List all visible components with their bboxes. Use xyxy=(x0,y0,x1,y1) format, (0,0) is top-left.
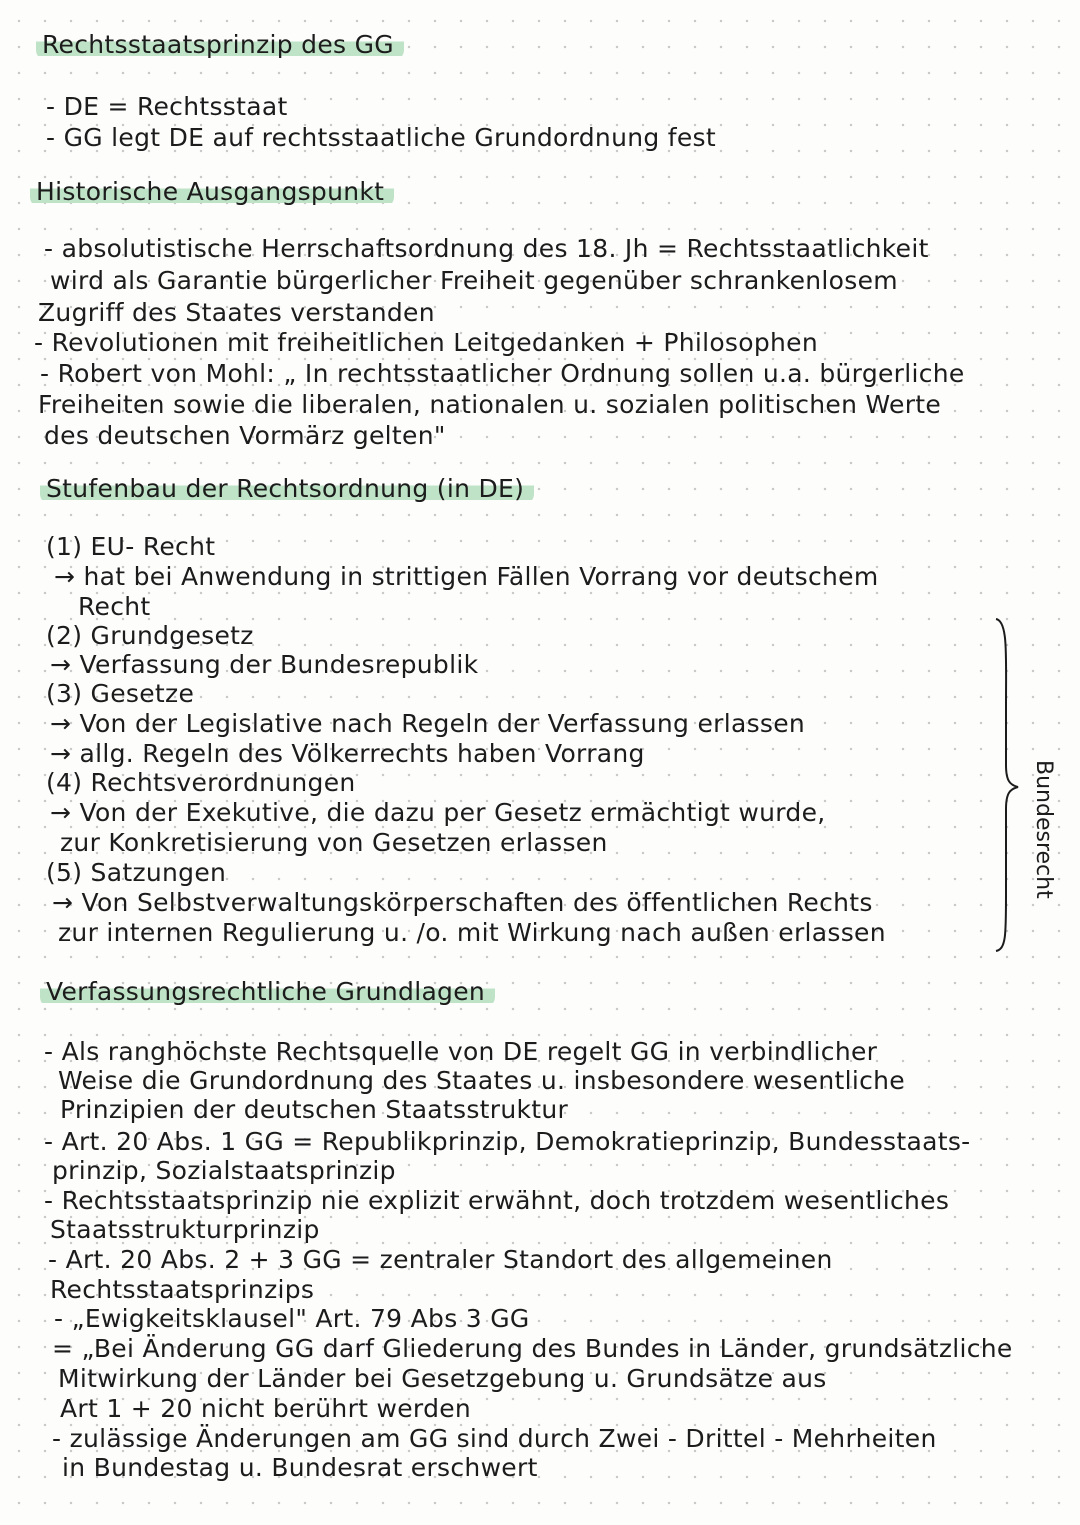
bundesrecht-label: Bundesrecht xyxy=(1031,760,1056,899)
note-line: zur internen Regulierung u. /o. mit Wirkung nach außen erlassen xyxy=(58,918,886,947)
list-item: (2) Grundgesetz xyxy=(46,621,254,650)
note-line: zur Konkretisierung von Gesetzen erlassen xyxy=(60,828,608,857)
note-line: Mitwirkung der Länder bei Gesetzgebung u. Grundsätze aus xyxy=(58,1364,827,1393)
note-line: → Von Selbstverwaltungskörperschaften des öffentlichen Rechts xyxy=(52,888,873,917)
note-line: - Als ranghöchste Rechtsquelle von DE regelt GG in verbindlicher xyxy=(44,1037,878,1066)
note-line: - GG legt DE auf rechtsstaatliche Grundordnung fest xyxy=(46,123,716,152)
note-line: Art 1 + 20 nicht berührt werden xyxy=(60,1394,472,1423)
heading-historische-ausgangspunkt: Historische Ausgangspunkt xyxy=(30,177,394,207)
note-line: in Bundestag u. Bundesrat erschwert xyxy=(62,1453,538,1482)
note-line: → allg. Regeln des Völkerrechts haben Vorrang xyxy=(50,739,645,768)
list-item: (1) EU- Recht xyxy=(46,532,216,561)
list-item: (5) Satzungen xyxy=(46,858,227,887)
note-line: → Verfassung der Bundesrepublik xyxy=(50,650,479,679)
note-line: - Rechtsstaatsprinzip nie explizit erwähnt, doch trotzdem wesentliches xyxy=(44,1186,950,1215)
note-line: - zulässige Änderungen am GG sind durch Zwei - Drittel - Mehrheiten xyxy=(52,1424,937,1453)
note-line: - „Ewigkeitsklausel" Art. 79 Abs 3 GG xyxy=(54,1304,530,1333)
note-line: → hat bei Anwendung in strittigen Fällen Vorrang vor deutschem xyxy=(54,562,879,591)
note-line: prinzip, Sozialstaatsprinzip xyxy=(52,1156,396,1185)
list-item: (4) Rechtsverordnungen xyxy=(46,768,356,797)
note-line: - Revolutionen mit freiheitlichen Leitgedanken + Philosophen xyxy=(34,328,818,357)
note-line: = „Bei Änderung GG darf Gliederung des Bundes in Länder, grundsätzliche xyxy=(52,1334,1013,1363)
heading-verfassungsrechtliche-grundlagen: Verfassungsrechtliche Grundlagen xyxy=(40,977,495,1007)
heading-stufenbau: Stufenbau der Rechtsordnung (in DE) xyxy=(40,474,534,504)
note-line: wird als Garantie bürgerlicher Freiheit gegenüber schrankenlosem xyxy=(50,266,898,295)
note-line: Weise die Grundordnung des Staates u. insbesondere wesentliche xyxy=(58,1066,905,1095)
note-line: - DE = Rechtsstaat xyxy=(46,92,288,121)
note-line: Recht xyxy=(78,592,151,621)
note-line: Staatsstrukturprinzip xyxy=(50,1215,320,1244)
note-line: Prinzipien der deutschen Staatsstruktur xyxy=(60,1095,569,1124)
note-line: Rechtsstaatsprinzips xyxy=(50,1275,315,1304)
heading-rechtsstaatsprinzip: Rechtsstaatsprinzip des GG xyxy=(36,30,404,60)
note-line: - Art. 20 Abs. 1 GG = Republikprinzip, Demokratieprinzip, Bundesstaats- xyxy=(44,1127,971,1156)
note-line: → Von der Legislative nach Regeln der Verfassung erlassen xyxy=(50,709,806,738)
note-line: - Robert von Mohl: „ In rechtsstaatlicher Ordnung sollen u.a. bürgerliche xyxy=(40,359,965,388)
note-line: Freiheiten sowie die liberalen, nationalen u. sozialen politischen Werte xyxy=(38,390,942,419)
note-line: - Art. 20 Abs. 2 + 3 GG = zentraler Standort des allgemeinen xyxy=(48,1245,833,1274)
note-line: → Von der Exekutive, die dazu per Gesetz ermächtigt wurde, xyxy=(50,798,826,827)
note-line: des deutschen Vormärz gelten" xyxy=(44,421,446,450)
list-item: (3) Gesetze xyxy=(46,679,195,708)
note-line: Zugriff des Staates verstanden xyxy=(38,298,435,327)
note-line: - absolutistische Herrschaftsordnung des 18. Jh = Rechtsstaatlichkeit xyxy=(44,234,929,263)
